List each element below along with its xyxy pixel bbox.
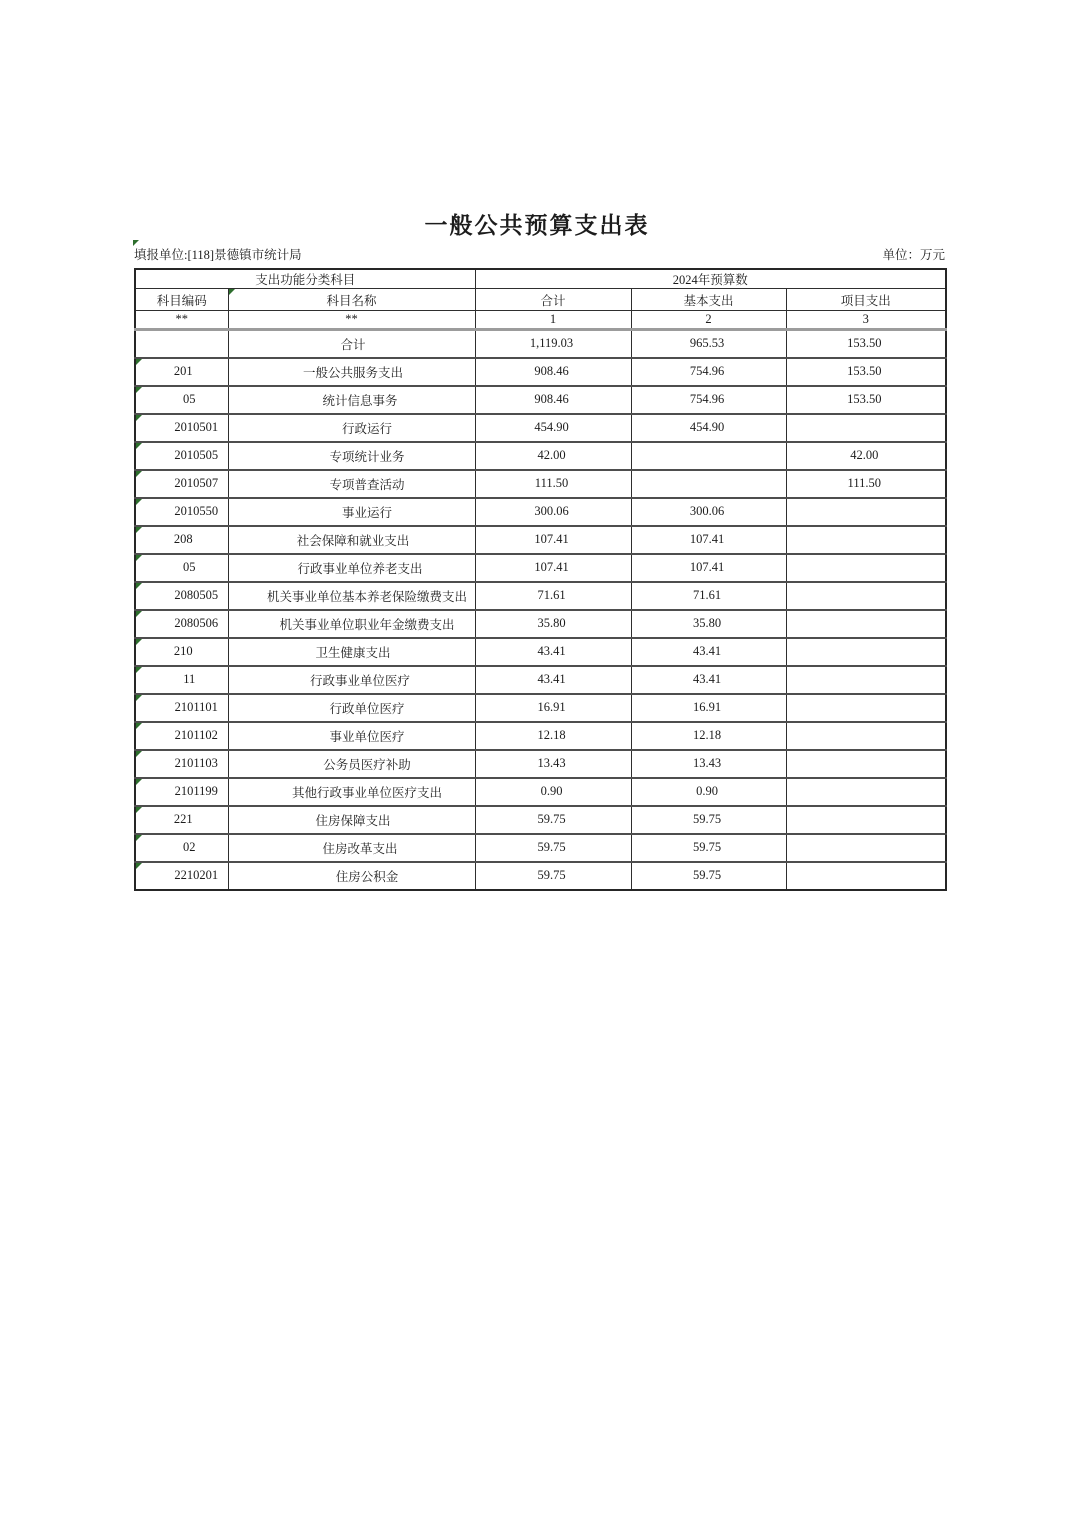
project-expenditure-cell [786,414,946,442]
total-cell: 111.50 [475,470,631,498]
cell-corner-marker-icon [136,779,142,785]
subject-name-cell: 行政运行 [228,414,475,442]
basic-expenditure-cell: 59.75 [631,806,786,834]
table-row [135,694,946,722]
project-expenditure-cell [786,526,946,554]
project-expenditure-cell: 153.50 [786,386,946,414]
total-cell: 107.41 [475,554,631,582]
table-row [135,358,946,386]
subject-code-cell: 201 [135,358,228,386]
cell-corner-marker-icon [136,863,142,869]
unit-note-label: 单位：万元 [882,248,945,262]
basic-expenditure-cell: 13.43 [631,750,786,778]
basic-expenditure-cell [631,442,786,470]
subject-name-cell: 统计信息事务 [228,386,475,414]
total-cell: 454.90 [475,414,631,442]
total-cell: 0.90 [475,778,631,806]
subheader-name: ** [228,311,475,330]
subject-code-cell: 11 [135,666,228,694]
table-row [135,554,946,582]
subheader-code: ** [135,311,228,330]
page-title: 一般公共预算支出表 [424,213,650,238]
cell-corner-marker-icon [136,835,142,841]
basic-expenditure-cell: 16.91 [631,694,786,722]
project-expenditure-cell: 42.00 [786,442,946,470]
cell-corner-marker-icon [136,471,142,477]
basic-expenditure-cell [631,470,786,498]
project-expenditure-cell [786,694,946,722]
column-header-project: 项目支出 [786,289,946,311]
budget-expenditure-table [134,268,947,891]
project-expenditure-cell [786,498,946,526]
basic-expenditure-cell: 300.06 [631,498,786,526]
subject-name-cell: 行政事业单位养老支出 [228,554,475,582]
subject-name-cell: 事业单位医疗 [228,722,475,750]
basic-expenditure-cell: 59.75 [631,834,786,862]
table-row [135,330,946,358]
project-expenditure-cell [786,638,946,666]
cell-corner-marker-icon [136,359,142,365]
total-cell: 16.91 [475,694,631,722]
basic-expenditure-cell: 754.96 [631,386,786,414]
subject-name-cell: 社会保障和就业支出 [228,526,475,554]
table-row [135,414,946,442]
table-meta-line [134,245,945,263]
cell-corner-marker-icon [136,527,142,533]
subject-name-cell: 公务员医疗补助 [228,750,475,778]
column-header-basic: 基本支出 [631,289,786,311]
table-row [135,722,946,750]
subheader-project: 3 [786,311,946,330]
subject-code-cell: 2101101 [135,694,228,722]
basic-expenditure-cell: 107.41 [631,526,786,554]
table-row [135,582,946,610]
total-cell: 59.75 [475,806,631,834]
cell-corner-marker-icon [136,751,142,757]
basic-expenditure-cell: 0.90 [631,778,786,806]
column-header-total: 合计 [475,289,631,311]
project-expenditure-cell [786,862,946,890]
subheader-total: 1 [475,311,631,330]
cell-corner-marker-icon [136,723,142,729]
subject-code-cell: 05 [135,554,228,582]
subject-code-cell [135,330,228,358]
subject-name-cell: 住房保障支出 [228,806,475,834]
subject-name-cell: 事业运行 [228,498,475,526]
project-expenditure-cell [786,666,946,694]
subject-code-cell: 210 [135,638,228,666]
total-cell: 43.41 [475,638,631,666]
project-expenditure-cell: 153.50 [786,330,946,358]
basic-expenditure-cell: 35.80 [631,610,786,638]
cell-corner-marker-icon [136,499,142,505]
project-expenditure-cell [786,722,946,750]
cell-corner-marker-icon [136,807,142,813]
total-cell: 908.46 [475,358,631,386]
subject-code-cell: 2210201 [135,862,228,890]
cell-corner-marker-icon [136,695,142,701]
total-cell: 35.80 [475,610,631,638]
table-row [135,638,946,666]
subject-name-cell: 合计 [228,330,475,358]
project-expenditure-cell: 153.50 [786,358,946,386]
header-sub-row [135,311,946,330]
table-row [135,862,946,890]
table-row [135,834,946,862]
table-row [135,442,946,470]
column-header-name: 科目名称 [228,289,475,311]
cell-corner-marker-icon [136,639,142,645]
table-row [135,386,946,414]
header-budget-year: 2024年预算数 [475,269,946,289]
cell-corner-marker-icon [136,387,142,393]
header-function-class: 支出功能分类科目 [135,269,475,289]
subject-code-cell: 2010505 [135,442,228,470]
subject-name-cell: 机关事业单位基本养老保险缴费支出 [228,582,475,610]
total-cell: 43.41 [475,666,631,694]
subject-name-cell: 机关事业单位职业年金缴费支出 [228,610,475,638]
cell-corner-marker-icon [136,611,142,617]
total-cell: 59.75 [475,834,631,862]
basic-expenditure-cell: 71.61 [631,582,786,610]
header-label-row [135,289,946,311]
subject-code-cell: 2010507 [135,470,228,498]
project-expenditure-cell [786,750,946,778]
subject-code-cell: 2010550 [135,498,228,526]
cell-corner-marker-icon [229,289,235,295]
project-expenditure-cell [786,554,946,582]
subject-code-cell: 2080506 [135,610,228,638]
table-row [135,610,946,638]
project-expenditure-cell [786,610,946,638]
table-body [135,330,946,890]
table-row [135,750,946,778]
project-expenditure-cell [786,778,946,806]
subject-name-cell: 行政事业单位医疗 [228,666,475,694]
project-expenditure-cell [786,834,946,862]
subject-name-cell: 行政单位医疗 [228,694,475,722]
subject-code-cell: 2101102 [135,722,228,750]
total-cell: 12.18 [475,722,631,750]
subheader-basic: 2 [631,311,786,330]
subject-code-cell: 2080505 [135,582,228,610]
cell-corner-marker-icon [136,555,142,561]
total-cell: 13.43 [475,750,631,778]
basic-expenditure-cell: 43.41 [631,666,786,694]
table-row [135,470,946,498]
subject-code-cell: 221 [135,806,228,834]
table-row [135,526,946,554]
subject-name-cell: 一般公共服务支出 [228,358,475,386]
table-row [135,498,946,526]
project-expenditure-cell: 111.50 [786,470,946,498]
total-cell: 300.06 [475,498,631,526]
cell-corner-marker-icon [136,415,142,421]
cell-corner-marker-icon [136,667,142,673]
basic-expenditure-cell: 12.18 [631,722,786,750]
subject-name-cell: 住房改革支出 [228,834,475,862]
total-cell: 1,119.03 [475,330,631,358]
cell-corner-marker-icon [136,443,142,449]
total-cell: 59.75 [475,862,631,890]
subject-name-cell: 专项统计业务 [228,442,475,470]
cell-corner-marker-icon [133,240,139,246]
total-cell: 908.46 [475,386,631,414]
subject-name-cell: 住房公积金 [228,862,475,890]
table-row [135,806,946,834]
table-header [135,269,946,330]
header-group-row [135,269,946,289]
subject-code-cell: 2101103 [135,750,228,778]
subject-name-cell: 卫生健康支出 [228,638,475,666]
basic-expenditure-cell: 43.41 [631,638,786,666]
total-cell: 42.00 [475,442,631,470]
cell-corner-marker-icon [136,583,142,589]
subject-code-cell: 2010501 [135,414,228,442]
total-cell: 71.61 [475,582,631,610]
subject-code-cell: 208 [135,526,228,554]
basic-expenditure-cell: 754.96 [631,358,786,386]
subject-name-cell: 其他行政事业单位医疗支出 [228,778,475,806]
subject-code-cell: 2101199 [135,778,228,806]
project-expenditure-cell [786,582,946,610]
subject-code-cell: 02 [135,834,228,862]
basic-expenditure-cell: 107.41 [631,554,786,582]
total-cell: 107.41 [475,526,631,554]
basic-expenditure-cell: 965.53 [631,330,786,358]
basic-expenditure-cell: 59.75 [631,862,786,890]
reporting-unit-label: 填报单位:[118]景德镇市统计局 [134,248,302,262]
table-row [135,666,946,694]
subject-name-cell: 专项普查活动 [228,470,475,498]
project-expenditure-cell [786,806,946,834]
basic-expenditure-cell: 454.90 [631,414,786,442]
table-row [135,778,946,806]
subject-code-cell: 05 [135,386,228,414]
column-header-code: 科目编码 [135,289,228,311]
